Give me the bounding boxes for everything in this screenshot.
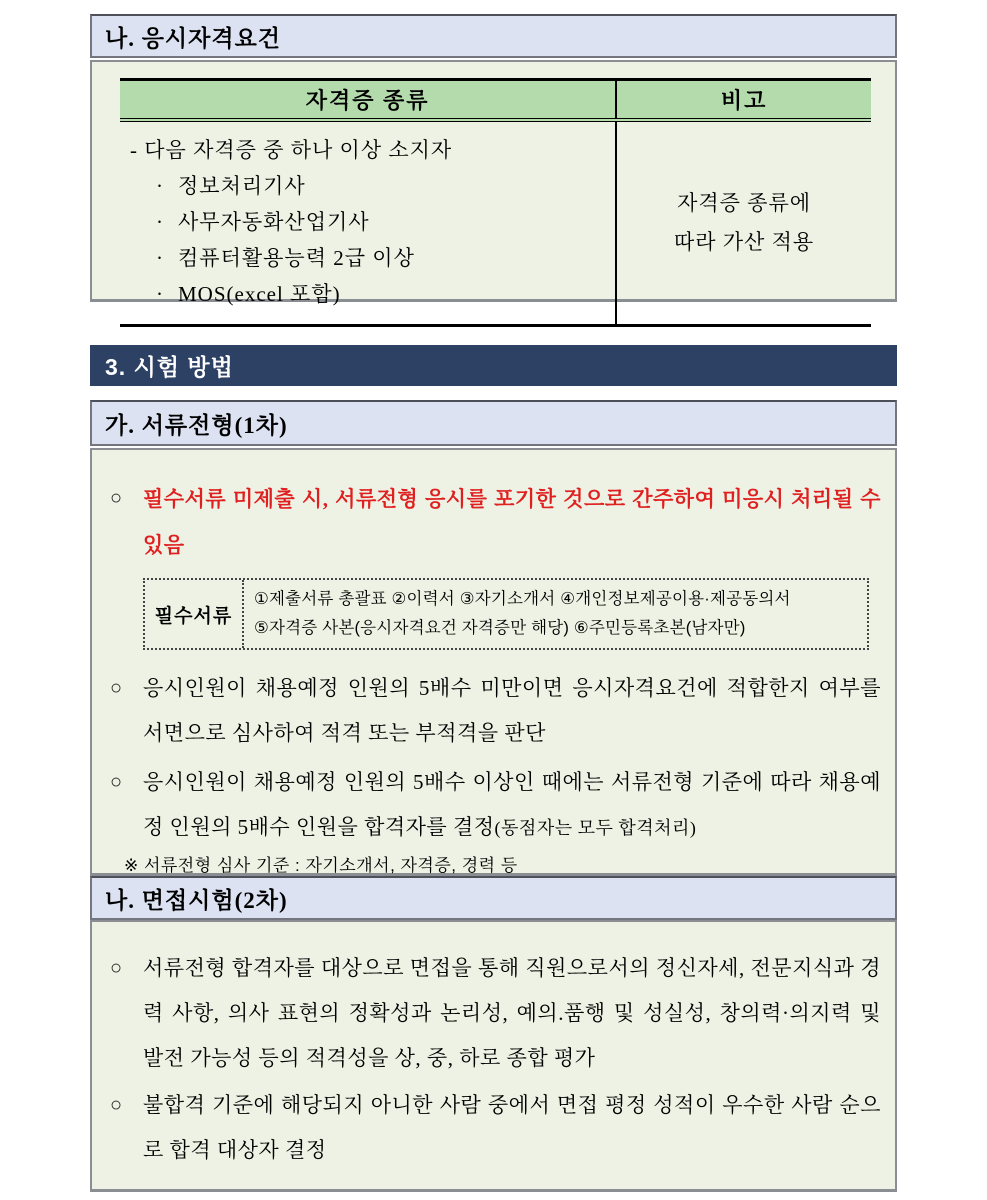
warning-bullet: [110, 476, 881, 568]
document-screening-title: 가. 서류전형(1차): [105, 412, 288, 438]
interview-content-box: [90, 920, 897, 1192]
cert-list-intro: - 다음 자격증 중 하나 이상 소지자: [130, 138, 453, 162]
circle-bullet-icon: ○: [110, 487, 123, 509]
interview-bullet-pass-text: 불합격 기준에 해당되지 아니한 사람 중에서 면접 평정 성적이 우수한 사람 순으로 합격 대상자 결정: [143, 1093, 881, 1162]
eligibility-content-box: [90, 60, 897, 306]
screening-criteria-note: ※ 서류전형 심사 기준 : 자기소개서, 자격증, 경력 등: [124, 856, 518, 875]
circle-bullet-icon: ○: [110, 1094, 123, 1116]
required-docs-box: [143, 578, 869, 650]
screening-bullet-over5: [110, 760, 881, 851]
column-header-remark: 비고: [720, 88, 768, 113]
screening-bullet-under5-text: 응시인원이 채용예정 인원의 5배수 미만이면 응시자격요건에 적합한지 여부를 서면으로 심사하여 적격 또는 부적격을 판단: [143, 676, 881, 745]
cert-list-cell: [120, 122, 617, 324]
cert-item: [130, 204, 607, 240]
required-docs-line2: ⑤자격증 사본(응시자격요건 자격증만 해당) ⑥주민등록초본(남자만): [254, 619, 746, 637]
remark-cell: [617, 122, 871, 324]
interview-bullet-evaluation: [110, 946, 881, 1081]
item-bullet: ·: [156, 246, 164, 270]
circle-bullet-icon: ○: [110, 771, 123, 793]
interview-bullet-evaluation-text: 서류전형 합격자를 대상으로 면접을 통해 직원으로서의 정신자세, 전문지식과 경력 사항, 의사 표현의 정확성과 논리성, 예의.품행 및 성실성, 창의력·의지력 및 발전 가능성 등의 적격성을 상, 중, 하로 종합 평가: [143, 956, 881, 1070]
cert-item: [130, 240, 607, 276]
required-docs-content: [244, 580, 867, 648]
required-docs-line1: ①제출서류 총괄표 ②이력서 ③자기소개서 ④개인정보제공이용·제공동의서: [254, 590, 791, 608]
document-screening-content-box: [90, 448, 897, 876]
required-docs-label: 필수서류: [145, 580, 244, 648]
warning-text: 필수서류 미제출 시, 서류전형 응시를 포기한 것으로 간주하여 미응시 처리될 수 있음: [143, 487, 881, 557]
eligibility-section-title: 나. 응시자격요건: [105, 25, 282, 51]
item-bullet: ·: [156, 282, 164, 306]
cert-item: [130, 168, 607, 204]
cert-item-label: 컴퓨터활용능력 2급 이상: [178, 246, 415, 270]
column-header-cert-type: 자격증 종류: [120, 81, 617, 118]
eligibility-section-header: [90, 14, 897, 58]
interview-bullet-pass: [110, 1083, 881, 1173]
screening-bullet-over5-text: [143, 760, 881, 851]
remark-line: 자격증 종류에: [677, 191, 812, 215]
exam-method-banner-title: 3. 시험 방법: [105, 354, 234, 380]
interview-section-header: [90, 876, 897, 920]
circle-bullet-icon: ○: [110, 957, 123, 979]
item-bullet: ·: [156, 210, 164, 234]
cert-item-label: MOS(excel 포함): [178, 282, 341, 306]
screening-bullet-under5: [110, 666, 881, 756]
cert-item-label: 사무자동화산업기사: [178, 210, 370, 234]
item-bullet: ·: [156, 174, 164, 198]
interview-section-title: 나. 면접시험(2차): [105, 887, 288, 913]
cert-item-label: 정보처리기사: [178, 174, 306, 198]
screening-bullet-over5-main: 응시인원이 채용예정 인원의 5배수 이상인 때에는 서류전형 기준에 따라 채용예정 인원의 5배수 인원을 합격자를 결정: [143, 770, 881, 839]
eligibility-table-header-row: [120, 81, 871, 122]
cert-item: [130, 276, 607, 312]
remark-line: 따라 가산 적용: [673, 230, 815, 254]
exam-method-banner: [90, 345, 897, 386]
circle-bullet-icon: ○: [110, 677, 123, 699]
eligibility-table-body-row: [120, 122, 871, 324]
eligibility-table: [120, 78, 871, 327]
document-screening-header: [90, 400, 897, 446]
screening-bullet-over5-paren: (동점자는 모두 합격처리): [494, 818, 697, 838]
